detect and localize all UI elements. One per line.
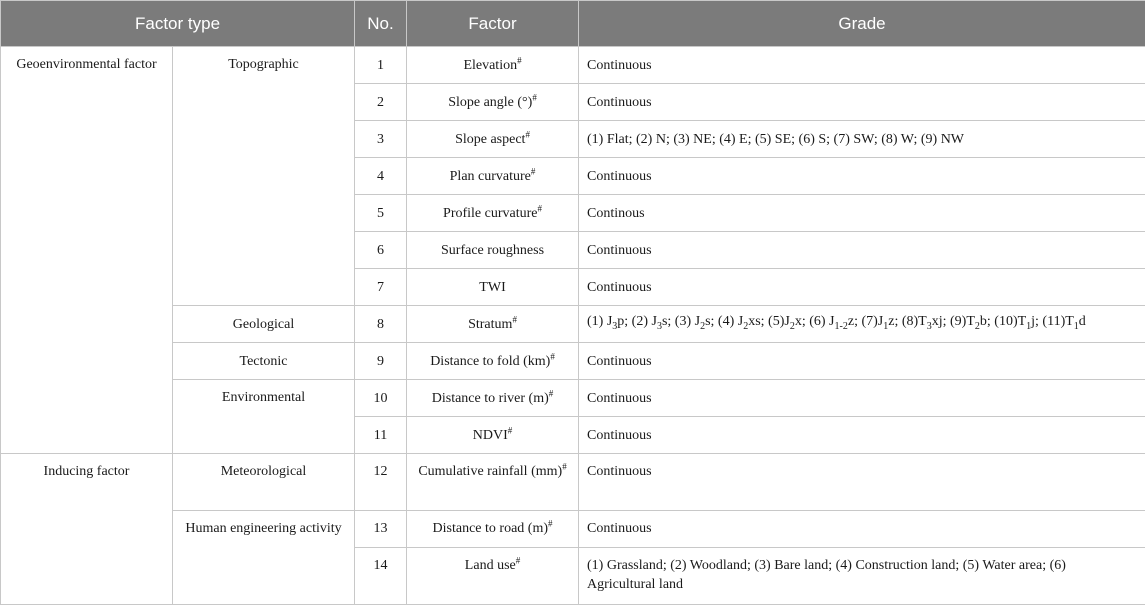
stratum-subscript: 1 bbox=[1026, 320, 1032, 332]
row-factor: Stratum# bbox=[407, 306, 579, 343]
stratum-subscript: 2 bbox=[700, 320, 706, 332]
table-row bbox=[1, 47, 1145, 84]
row-factor: Land use# bbox=[407, 548, 579, 605]
header-no: No. bbox=[355, 1, 407, 47]
stratum-subscript: 2 bbox=[974, 320, 980, 332]
row-factor: Cumulative rainfall (mm)# bbox=[407, 454, 579, 511]
row-grade: Continuous bbox=[579, 269, 1145, 306]
table-row bbox=[1, 306, 1145, 343]
row-no: 2 bbox=[355, 84, 407, 121]
row-grade: Continuous bbox=[579, 417, 1145, 454]
row-grade: (1) Grassland; (2) Woodland; (3) Bare land; (4) Construction land; (5) Water area; (6) Agricultural land bbox=[579, 548, 1145, 605]
row-no: 4 bbox=[355, 158, 407, 195]
table-row bbox=[1, 380, 1145, 417]
row-no: 5 bbox=[355, 195, 407, 232]
row-no: 7 bbox=[355, 269, 407, 306]
table-row bbox=[1, 454, 1145, 511]
row-grade: Continuous bbox=[579, 47, 1145, 84]
header-row bbox=[1, 1, 1145, 47]
subtype-human-engineering: Human engineering activity bbox=[173, 511, 355, 605]
row-no: 3 bbox=[355, 121, 407, 158]
subtype-meteorological: Meteorological bbox=[173, 454, 355, 511]
row-factor: Surface roughness bbox=[407, 232, 579, 269]
row-factor: Distance to road (m)# bbox=[407, 511, 579, 548]
stratum-subscript: 2 bbox=[789, 320, 795, 332]
row-no: 12 bbox=[355, 454, 407, 511]
row-factor: Plan curvature# bbox=[407, 158, 579, 195]
header-factor: Factor bbox=[407, 1, 579, 47]
subtype-topographic: Topographic bbox=[173, 47, 355, 306]
stratum-grade-text: (1) $J_3p$; (2) $J_3s$; (3) $J_2s$; (4) $J_2xs$; $(5)J_2x$; (6) $J_{1-2}z$; $(7)J_1z$; $(8)T_3xj$; $(9)T_2b$; $(10)T_1j$; $(11)T_1d$ bbox=[587, 314, 1086, 332]
row-grade: Continuous bbox=[579, 343, 1145, 380]
row-grade: Continuous bbox=[579, 454, 1145, 511]
row-grade: Continuous bbox=[579, 511, 1145, 548]
row-grade bbox=[579, 306, 1145, 343]
row-factor: TWI bbox=[407, 269, 579, 306]
table-row bbox=[1, 343, 1145, 380]
stratum-subscript: 3 bbox=[656, 320, 662, 332]
row-no: 1 bbox=[355, 47, 407, 84]
stratum-subscript: 3 bbox=[612, 320, 618, 332]
stratum-subscript: 1 bbox=[883, 320, 889, 332]
row-no: 11 bbox=[355, 417, 407, 454]
row-grade: (1) Flat; (2) N; (3) NE; (4) E; (5) SE; (6) S; (7) SW; (8) W; (9) NW bbox=[579, 121, 1145, 158]
row-factor: Distance to fold (km)# bbox=[407, 343, 579, 380]
group-inducing: Inducing factor bbox=[1, 454, 173, 605]
row-factor: NDVI# bbox=[407, 417, 579, 454]
row-no: 9 bbox=[355, 343, 407, 380]
header-factor-type: Factor type bbox=[1, 1, 355, 47]
row-grade: Continuous bbox=[579, 158, 1145, 195]
row-factor: Slope aspect# bbox=[407, 121, 579, 158]
row-no: 8 bbox=[355, 306, 407, 343]
stratum-subscript: 1 bbox=[1073, 320, 1079, 332]
row-grade: Continous bbox=[579, 195, 1145, 232]
group-geoenvironmental: Geoenvironmental factor bbox=[1, 47, 173, 454]
stratum-subscript: 2 bbox=[743, 320, 749, 332]
row-grade: Continuous bbox=[579, 380, 1145, 417]
subtype-tectonic: Tectonic bbox=[173, 343, 355, 380]
row-grade: Continuous bbox=[579, 232, 1145, 269]
row-no: 14 bbox=[355, 548, 407, 605]
row-factor: Slope angle (°)# bbox=[407, 84, 579, 121]
row-no: 13 bbox=[355, 511, 407, 548]
row-grade: Continuous bbox=[579, 84, 1145, 121]
row-no: 10 bbox=[355, 380, 407, 417]
row-factor: Profile curvature# bbox=[407, 195, 579, 232]
table-row bbox=[1, 511, 1145, 548]
subtype-environmental: Environmental bbox=[173, 380, 355, 454]
row-factor: Distance to river (m)# bbox=[407, 380, 579, 417]
header-grade: Grade bbox=[579, 1, 1145, 47]
stratum-subscript: 3 bbox=[926, 320, 932, 332]
stratum-subscript: 1-2 bbox=[834, 320, 848, 332]
row-factor: Elevation# bbox=[407, 47, 579, 84]
subtype-geological: Geological bbox=[173, 306, 355, 343]
row-no: 6 bbox=[355, 232, 407, 269]
